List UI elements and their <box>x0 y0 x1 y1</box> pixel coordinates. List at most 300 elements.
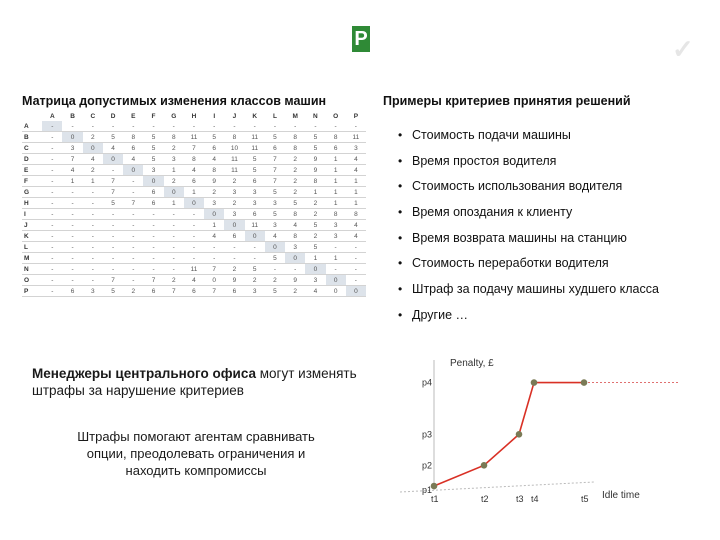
bullet-icon: • <box>398 205 403 220</box>
matrix-cell: 3 <box>245 198 265 209</box>
matrix-cell: 11 <box>184 132 204 143</box>
matrix-row-header: O <box>22 275 42 286</box>
matrix-cell: 6 <box>184 176 204 187</box>
penalty-series-line <box>434 383 584 486</box>
matrix-cell: 2 <box>224 176 244 187</box>
matrix-row-header: G <box>22 187 42 198</box>
matrix-col-header: C <box>90 112 96 120</box>
matrix-cell: - <box>42 143 62 154</box>
matrix-cell: - <box>83 264 103 275</box>
matrix-col-header: O <box>333 112 339 120</box>
matrix-cell: - <box>83 209 103 220</box>
matrix-cell: - <box>103 231 123 242</box>
matrix-cell: 2 <box>83 165 103 176</box>
matrix-cell: - <box>103 209 123 220</box>
y-tick-label: p3 <box>422 429 433 440</box>
matrix-cell: 9 <box>305 165 325 176</box>
criteria-item-label: Стоимость подачи машины <box>412 128 571 142</box>
matrix-row-header: H <box>22 198 42 209</box>
matrix-cell: 5 <box>265 187 285 198</box>
matrix-cell: 5 <box>285 198 305 209</box>
matrix-cell: - <box>123 220 143 231</box>
matrix-cell: - <box>143 209 163 220</box>
matrix-cell: 2 <box>305 209 325 220</box>
matrix-cell: - <box>42 231 62 242</box>
matrix-cell: 5 <box>305 220 325 231</box>
matrix-cell: - <box>123 209 143 220</box>
matrix-cell: 5 <box>265 286 285 297</box>
matrix-cell: 7 <box>103 187 123 198</box>
matrix-cell: - <box>42 187 62 198</box>
matrix-cell: 3 <box>326 220 346 231</box>
criteria-item-label: Время возврата машины на станцию <box>412 230 627 245</box>
matrix-cell: 2 <box>285 286 305 297</box>
decorative-corner-mark: ✓ <box>672 34 694 64</box>
matrix-cell: 3 <box>224 187 244 198</box>
matrix-cell: 6 <box>224 286 244 297</box>
matrix-cell: 2 <box>204 187 224 198</box>
matrix-cell: - <box>42 286 62 297</box>
matrix-cell: 11 <box>245 143 265 154</box>
matrix-cell: - <box>184 253 204 264</box>
matrix-cell: 1 <box>184 187 204 198</box>
matrix-cell: 2 <box>224 198 244 209</box>
matrix-cell: - <box>326 121 346 132</box>
matrix-cell: - <box>184 242 204 253</box>
matrix-cell: 5 <box>103 198 123 209</box>
matrix-cell: - <box>42 198 62 209</box>
matrix-cell: - <box>42 165 62 176</box>
x-tick-label: t2 <box>481 494 489 504</box>
matrix-cell: - <box>62 242 82 253</box>
matrix-cell: 0 <box>103 154 123 165</box>
matrix-cell: - <box>42 121 62 132</box>
matrix-cell: 4 <box>346 154 366 165</box>
matrix-cell: - <box>62 220 82 231</box>
matrix-cell: - <box>103 264 123 275</box>
matrix-col-header: H <box>191 112 197 120</box>
matrix-row-header: N <box>22 264 42 275</box>
matrix-cell: 1 <box>164 198 184 209</box>
matrix-cell: 3 <box>346 143 366 154</box>
matrix-cell: 6 <box>62 286 82 297</box>
matrix-cell: 1 <box>326 253 346 264</box>
matrix-cell: 8 <box>326 209 346 220</box>
matrix-cell: 7 <box>164 286 184 297</box>
matrix-cell: 0 <box>224 220 244 231</box>
matrix-cell: 1 <box>83 176 103 187</box>
matrix-cell: 1 <box>346 198 366 209</box>
matrix-cell: 3 <box>326 231 346 242</box>
matrix-cell: - <box>62 264 82 275</box>
matrix-cell: - <box>224 242 244 253</box>
matrix-cell: 7 <box>123 198 143 209</box>
criteria-item-label: Штраф за подачу машины худшего класса <box>412 282 659 297</box>
matrix-cell: 3 <box>83 286 103 297</box>
matrix-col-header <box>22 111 42 121</box>
penalties-note: Штрафы помогают агентам сравнивать опции, преодолевать ограничения и находить компромиссы <box>77 429 315 478</box>
matrix-cell: 4 <box>62 165 82 176</box>
matrix-cell: - <box>42 154 62 165</box>
x-tick-label: t1 <box>431 494 439 504</box>
matrix-cell: - <box>184 220 204 231</box>
matrix-cell: 2 <box>285 187 305 198</box>
matrix-cell: 9 <box>204 176 224 187</box>
matrix-cell: 6 <box>326 143 346 154</box>
x-tick-label: t4 <box>531 494 539 504</box>
matrix-cell: - <box>285 121 305 132</box>
matrix-cell: 2 <box>123 286 143 297</box>
matrix-row-header: C <box>22 143 42 154</box>
matrix-cell: - <box>143 121 163 132</box>
matrix-cell: 7 <box>143 275 163 286</box>
matrix-row <box>22 121 366 132</box>
matrix-row <box>22 286 366 297</box>
matrix-cell: - <box>285 264 305 275</box>
matrix-cell: 1 <box>326 154 346 165</box>
matrix-cell: 0 <box>305 264 325 275</box>
matrix-cell: - <box>62 253 82 264</box>
matrix-row <box>22 187 366 198</box>
matrix-cell: 8 <box>224 132 244 143</box>
criteria-item-label: Время опоздания к клиенту <box>412 205 573 220</box>
class-change-matrix <box>22 111 366 333</box>
matrix-cell: 9 <box>224 275 244 286</box>
matrix-cell: 8 <box>326 132 346 143</box>
matrix-cell: 9 <box>305 154 325 165</box>
matrix-cell: - <box>62 198 82 209</box>
matrix-cell: 6 <box>143 198 163 209</box>
matrix-cell: 3 <box>245 187 265 198</box>
matrix-cell: 7 <box>62 154 82 165</box>
matrix-cell: 4 <box>285 220 305 231</box>
slide-title-fragment: Р <box>352 26 370 52</box>
criteria-item <box>398 231 659 257</box>
bullet-icon: • <box>398 128 403 142</box>
matrix-cell: 5 <box>245 264 265 275</box>
matrix-cell: - <box>224 121 244 132</box>
criteria-heading: Примеры критериев принятия решений <box>383 94 631 108</box>
criteria-item <box>398 282 659 308</box>
matrix-row-header: B <box>22 132 42 143</box>
matrix-cell: 4 <box>305 286 325 297</box>
matrix-cell: 1 <box>204 220 224 231</box>
matrix-cell: - <box>143 242 163 253</box>
matrix-col-header: K <box>252 112 258 120</box>
matrix-cell: 8 <box>305 176 325 187</box>
matrix-cell: - <box>164 231 184 242</box>
matrix-cell: - <box>103 242 123 253</box>
matrix-cell: - <box>164 242 184 253</box>
matrix-cell: - <box>224 253 244 264</box>
matrix-cell: 2 <box>285 176 305 187</box>
y-tick-label: p4 <box>422 377 433 388</box>
matrix-cell: 10 <box>224 143 244 154</box>
matrix-cell: 4 <box>184 275 204 286</box>
matrix-row-header: J <box>22 220 42 231</box>
matrix-cell: - <box>245 242 265 253</box>
matrix-cell: 5 <box>305 242 325 253</box>
matrix-cell: 0 <box>285 253 305 264</box>
matrix-cell: 6 <box>245 209 265 220</box>
matrix-cell: - <box>143 264 163 275</box>
matrix-col-header: A <box>50 112 55 120</box>
matrix-cell: - <box>123 242 143 253</box>
matrix-row-header: A <box>22 121 42 132</box>
penalty-chart <box>384 350 684 510</box>
matrix-cell: 0 <box>326 286 346 297</box>
matrix-cell: - <box>83 121 103 132</box>
matrix-cell: 2 <box>305 198 325 209</box>
matrix-cell: 3 <box>164 154 184 165</box>
matrix-cell: 3 <box>204 198 224 209</box>
matrix-cell: - <box>245 121 265 132</box>
matrix-cell: - <box>326 264 346 275</box>
matrix-col-header: M <box>292 112 298 120</box>
matrix-col-header: G <box>171 112 177 120</box>
matrix-cell: - <box>143 253 163 264</box>
matrix-cell: 2 <box>305 231 325 242</box>
matrix-cell: - <box>42 132 62 143</box>
matrix-cell: 4 <box>83 154 103 165</box>
matrix-cell: - <box>164 264 184 275</box>
matrix-heading: Матрица допустимых изменения классов машин <box>22 94 327 108</box>
criteria-item <box>398 154 659 180</box>
matrix-row <box>22 154 366 165</box>
matrix-col-header: B <box>70 112 75 120</box>
managers-note-bold: Менеджеры центрального офиса <box>32 366 256 381</box>
x-tick-label: t5 <box>581 494 589 504</box>
matrix-cell: 8 <box>285 132 305 143</box>
bullet-icon: • <box>398 230 403 245</box>
matrix-cell: 5 <box>245 165 265 176</box>
matrix-row <box>22 143 366 154</box>
y-axis-label: Penalty, £ <box>450 358 494 369</box>
matrix-cell: - <box>164 121 184 132</box>
matrix-cell: 1 <box>346 187 366 198</box>
matrix-cell: 3 <box>224 209 244 220</box>
matrix-row-header: K <box>22 231 42 242</box>
matrix-cell: 0 <box>204 275 224 286</box>
matrix-cell: - <box>346 253 366 264</box>
matrix-cell: 6 <box>143 187 163 198</box>
managers-note <box>32 365 362 399</box>
matrix-cell: - <box>83 275 103 286</box>
y-tick-label: p1 <box>422 485 433 495</box>
matrix-cell: 5 <box>245 154 265 165</box>
matrix-cell: 11 <box>346 132 366 143</box>
matrix-cell: 3 <box>285 242 305 253</box>
matrix-cell: 2 <box>285 154 305 165</box>
matrix-cell: 1 <box>326 176 346 187</box>
matrix-table <box>22 111 366 297</box>
matrix-cell: 6 <box>143 286 163 297</box>
matrix-cell: - <box>204 242 224 253</box>
criteria-item <box>398 179 659 205</box>
matrix-cell: 5 <box>143 132 163 143</box>
matrix-cell: - <box>42 253 62 264</box>
matrix-cell: 6 <box>245 176 265 187</box>
matrix-row <box>22 253 366 264</box>
penalty-point <box>581 379 588 386</box>
matrix-cell: 0 <box>62 132 82 143</box>
matrix-row-header: L <box>22 242 42 253</box>
penalty-point <box>531 379 538 386</box>
matrix-cell: - <box>123 275 143 286</box>
matrix-cell: - <box>204 121 224 132</box>
matrix-row <box>22 176 366 187</box>
matrix-cell: 11 <box>245 220 265 231</box>
matrix-cell: - <box>103 165 123 176</box>
matrix-col-header: P <box>353 112 359 120</box>
matrix-cell: 4 <box>346 165 366 176</box>
matrix-cell: - <box>123 253 143 264</box>
matrix-cell: - <box>103 253 123 264</box>
matrix-cell: - <box>123 121 143 132</box>
matrix-cell: 5 <box>305 143 325 154</box>
matrix-cell: - <box>184 231 204 242</box>
matrix-cell: 7 <box>103 275 123 286</box>
matrix-cell: 2 <box>164 176 184 187</box>
matrix-cell: 1 <box>326 165 346 176</box>
matrix-cell: - <box>42 176 62 187</box>
matrix-row-header: P <box>22 286 42 297</box>
matrix-cell: 0 <box>265 242 285 253</box>
matrix-cell: - <box>83 242 103 253</box>
matrix-cell: 2 <box>83 132 103 143</box>
criteria-item-label: Другие … <box>412 307 468 322</box>
matrix-cell: 7 <box>103 176 123 187</box>
matrix-cell: 4 <box>103 143 123 154</box>
matrix-cell: 7 <box>204 286 224 297</box>
matrix-cell: - <box>326 242 346 253</box>
matrix-cell: - <box>42 275 62 286</box>
matrix-cell: - <box>83 253 103 264</box>
matrix-cell: 11 <box>224 165 244 176</box>
criteria-item <box>398 128 659 154</box>
matrix-row <box>22 198 366 209</box>
matrix-cell: 0 <box>143 176 163 187</box>
matrix-row <box>22 165 366 176</box>
matrix-cell: 0 <box>164 187 184 198</box>
matrix-cell: 2 <box>224 264 244 275</box>
matrix-cell: 4 <box>204 154 224 165</box>
matrix-cell: 5 <box>103 286 123 297</box>
matrix-cell: 5 <box>265 209 285 220</box>
matrix-cell: - <box>42 209 62 220</box>
matrix-col-header: L <box>272 112 277 120</box>
matrix-cell: 5 <box>143 143 163 154</box>
matrix-cell: - <box>305 121 325 132</box>
matrix-cell: 3 <box>62 143 82 154</box>
matrix-cell: - <box>346 264 366 275</box>
penalty-point <box>516 431 523 438</box>
matrix-row <box>22 231 366 242</box>
matrix-cell: 3 <box>143 165 163 176</box>
matrix-cell: 8 <box>285 209 305 220</box>
matrix-cell: 1 <box>62 176 82 187</box>
matrix-cell: 1 <box>164 165 184 176</box>
criteria-list <box>398 128 659 334</box>
matrix-cell: 3 <box>265 220 285 231</box>
matrix-cell: - <box>83 187 103 198</box>
matrix-cell: 0 <box>245 231 265 242</box>
matrix-cell: - <box>245 253 265 264</box>
matrix-cell: 11 <box>184 264 204 275</box>
matrix-cell: 3 <box>265 198 285 209</box>
matrix-cell: 5 <box>265 253 285 264</box>
matrix-cell: 7 <box>184 143 204 154</box>
matrix-cell: 1 <box>346 176 366 187</box>
matrix-cell: - <box>62 275 82 286</box>
matrix-cell: - <box>346 242 366 253</box>
matrix-cell: - <box>103 220 123 231</box>
matrix-cell: 8 <box>204 165 224 176</box>
matrix-cell: - <box>143 220 163 231</box>
matrix-cell: - <box>346 275 366 286</box>
criteria-item-label: Стоимость использования водителя <box>412 179 623 194</box>
bullet-icon: • <box>398 179 403 194</box>
matrix-cell: - <box>265 264 285 275</box>
x-axis-label: Idle time <box>602 490 640 501</box>
matrix-cell: 7 <box>265 165 285 176</box>
matrix-cell: 4 <box>123 154 143 165</box>
matrix-cell: 1 <box>305 253 325 264</box>
matrix-cell: 7 <box>265 154 285 165</box>
matrix-cell: 5 <box>305 132 325 143</box>
matrix-cell: - <box>62 187 82 198</box>
bullet-icon: • <box>398 307 403 322</box>
matrix-row <box>22 264 366 275</box>
matrix-row <box>22 220 366 231</box>
matrix-cell: - <box>164 253 184 264</box>
matrix-col-header: E <box>131 112 136 120</box>
matrix-cell: - <box>346 121 366 132</box>
matrix-cell: 0 <box>184 198 204 209</box>
matrix-cell: 4 <box>204 231 224 242</box>
matrix-row <box>22 209 366 220</box>
matrix-cell: - <box>62 121 82 132</box>
matrix-cell: 5 <box>204 132 224 143</box>
matrix-row <box>22 242 366 253</box>
matrix-cell: 1 <box>326 187 346 198</box>
penalty-point <box>481 462 488 469</box>
matrix-cell: 5 <box>143 154 163 165</box>
matrix-cell: - <box>143 231 163 242</box>
matrix-row-header: I <box>22 209 42 220</box>
matrix-cell: 7 <box>265 176 285 187</box>
matrix-cell: 0 <box>346 286 366 297</box>
matrix-cell: 6 <box>265 143 285 154</box>
matrix-cell: 0 <box>83 143 103 154</box>
matrix-cell: 6 <box>123 143 143 154</box>
matrix-row-header: M <box>22 253 42 264</box>
matrix-cell: 9 <box>285 275 305 286</box>
matrix-cell: 6 <box>204 143 224 154</box>
managers-note-rest: могут изменять штрафы за нарушение критериев <box>32 366 357 398</box>
matrix-cell: 0 <box>326 275 346 286</box>
matrix-cell: 8 <box>346 209 366 220</box>
matrix-cell: - <box>42 220 62 231</box>
matrix-col-header: F <box>151 112 156 120</box>
matrix-row-header: F <box>22 176 42 187</box>
matrix-col-header: J <box>232 112 237 120</box>
matrix-cell: 7 <box>204 264 224 275</box>
matrix-cell: - <box>123 187 143 198</box>
matrix-cell: - <box>204 253 224 264</box>
matrix-cell: 4 <box>346 231 366 242</box>
matrix-cell: - <box>265 121 285 132</box>
